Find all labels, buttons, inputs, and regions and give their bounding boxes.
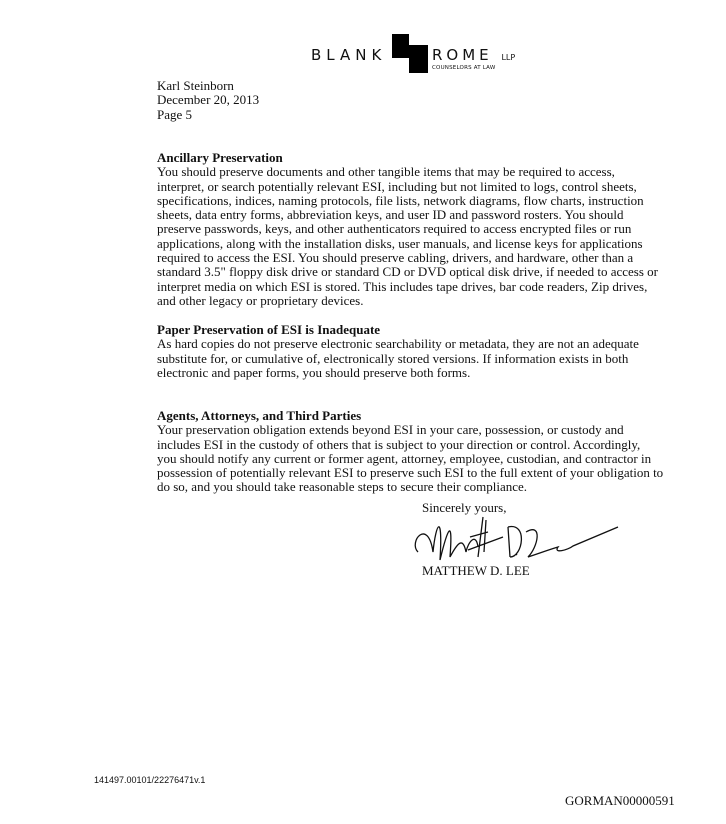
- body-line: possession of potentially relevant ESI to preserve such ESI to the full extent of your obligation to: [157, 465, 664, 481]
- body-line: standard 3.5" floppy disk drive or standard CD or DVD optical disk drive, if needed to access or: [157, 264, 658, 280]
- body-line: sheets, data entry forms, abbreviation keys, and user ID and password rosters. You should: [157, 207, 624, 223]
- body-line: substitute for, or cumulative of, electronically stored versions. If information exists in both: [157, 350, 629, 366]
- body-line: includes ESI in the custody of others that is subject to your direction or control. Accordingly,: [157, 436, 641, 452]
- firm-logo: [311, 34, 521, 78]
- recipient: Karl Steinborn: [157, 78, 234, 93]
- bates-number: GORMAN00000591: [565, 793, 675, 808]
- letter-header: [157, 79, 259, 122]
- section-heading: Agents, Attorneys, and Third Parties: [157, 408, 362, 423]
- closing-salutation: Sincerely yours,: [422, 500, 507, 515]
- body-line: As hard copies do not preserve electronic searchability or metadata, they are not an adequate: [157, 336, 639, 352]
- logo-text-right: [410, 46, 515, 64]
- body-line: do so, and you should take reasonable steps to secure their compliance.: [157, 479, 528, 495]
- section-heading: Ancillary Preservation: [157, 150, 283, 165]
- logo-tagline: COUNSELORS AT LAW: [432, 65, 496, 71]
- body-line: and other legacy or proprietary devices.: [157, 292, 364, 308]
- page-number: Page 5: [157, 106, 193, 122]
- section-heading: Paper Preservation of ESI is Inadequate: [157, 322, 381, 337]
- body-line: electronic and paper forms, you should preserve both forms.: [157, 364, 471, 380]
- body-line: interpret, or search potentially relevant ESI, including but not limited to logs, control sheets,: [157, 178, 637, 194]
- logo-llp: LLP: [501, 53, 516, 62]
- body-line: you should notify any current or former agent, attorney, employee, custodian, and contractor in: [157, 450, 652, 466]
- body-line: You should preserve documents and other tangible items that may be required to access,: [157, 164, 615, 180]
- section-agents-attorneys: [157, 409, 677, 495]
- body-line: specifications, indices, naming protocols, file lists, network diagrams, flow charts, instruction: [157, 192, 644, 208]
- body-line: interpret media on which ESI is stored. This includes tape drives, bar code readers, Zip drives,: [157, 278, 648, 294]
- signatory-name: MATTHEW D. LEE: [422, 563, 530, 578]
- body-line: preserve passwords, keys, and other authenticators required to access encrypted files or run: [157, 221, 632, 237]
- logo-text-left: BLANK: [311, 46, 387, 64]
- logo-rome: ROME: [432, 46, 493, 64]
- section-ancillary-preservation: [157, 151, 677, 308]
- document-id: 141497.00101/22276471v.1: [94, 775, 206, 785]
- body-line: required to access the ESI. You should preserve cabling, drivers, and hardware, other than a: [157, 250, 634, 266]
- body-line: applications, along with the installation disks, user manuals, and license keys for applications: [157, 235, 643, 251]
- date: December 20, 2013: [157, 92, 260, 108]
- body-line: Your preservation obligation extends beyond ESI in your care, possession, or custody and: [157, 422, 624, 438]
- section-paper-preservation: [157, 323, 677, 380]
